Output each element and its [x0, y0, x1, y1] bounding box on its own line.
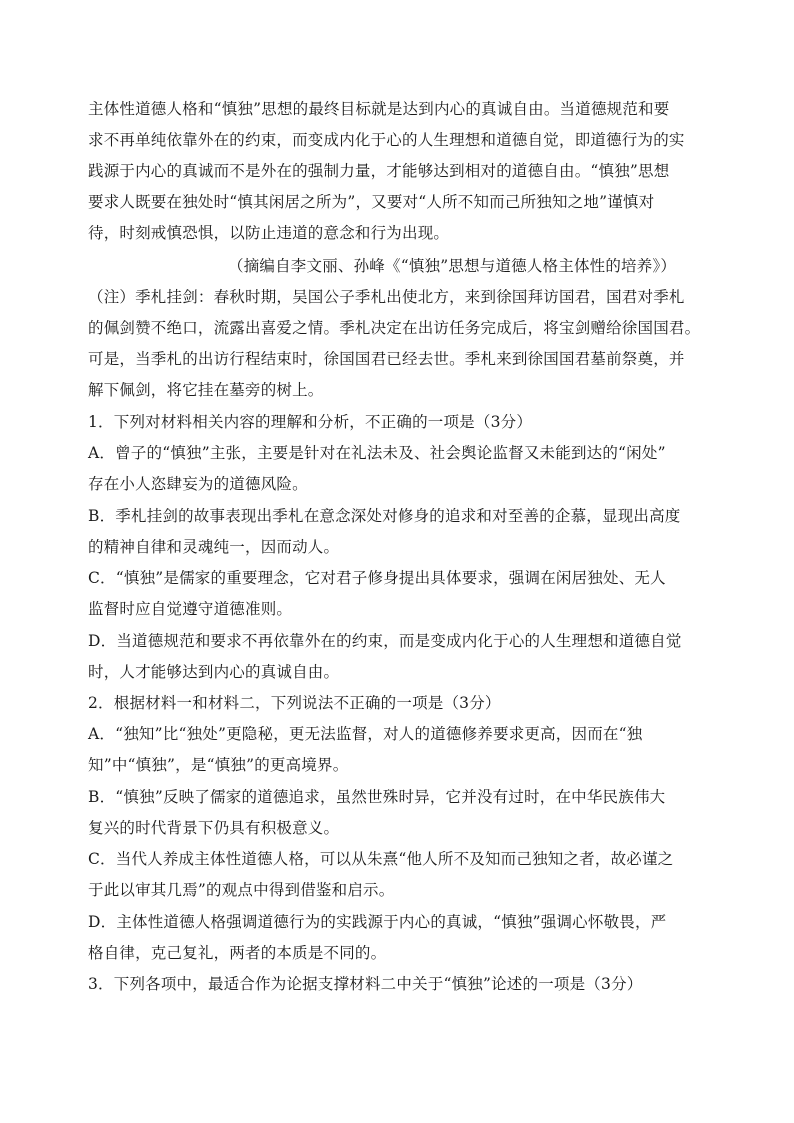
- question-1-option-b: 的精神自律和灵魂纯一，因而动人。: [88, 538, 340, 556]
- question-2-option-c: C．当代人养成主体性道德人格，可以从朱熹“他人所不及知而己独知之者，故必谨之: [88, 850, 674, 868]
- paragraph-line: 待，时刻戒慎恐惧，以防止违道的意念和行为出现。: [88, 224, 450, 242]
- question-2-option-b: B．“慎独”反映了儒家的道德追求，虽然世殊时异，它并没有过时，在中华民族伟大: [88, 788, 666, 806]
- question-1-option-c: 监督时应自觉遵守道德准则。: [88, 600, 293, 618]
- question-1-stem: 1．下列对材料相关内容的理解和分析，不正确的一项是（3分）: [88, 413, 533, 431]
- question-2-option-b: 复兴的时代背景下仍具有积极意义。: [88, 819, 340, 837]
- question-1-option-b: B．季札挂剑的故事表现出季札在意念深处对修身的追求和对至善的企慕，显现出高度: [88, 507, 681, 525]
- question-1-option-a: 存在小人恣肆妄为的道德风险。: [88, 475, 308, 493]
- question-1-option-d: 时，人才能够达到内心的真诚自由。: [88, 663, 340, 681]
- note-line: 解下佩剑，将它挂在墓旁的树上。: [88, 381, 324, 399]
- question-2-stem: 2．根据材料一和材料二，下列说法不正确的一项是（3分）: [88, 694, 501, 712]
- question-2-option-d: D．主体性道德人格强调道德行为的实践源于内心的真诚，“慎独”强调心怀敬畏，严: [88, 913, 667, 931]
- paragraph-line: 求不再单纯依靠外在的约束，而变成内化于心的人生理想和道德自觉，即道德行为的实: [88, 131, 685, 149]
- question-1-option-d: D．当道德规范和要求不再依靠外在的约束，而是变成内化于心的人生理想和道德自觉: [88, 632, 682, 650]
- paragraph-line: 践源于内心的真诚而不是外在的强制力量，才能够达到相对的道德自由。“慎独”思想: [88, 162, 670, 180]
- paragraph-line: 主体性道德人格和“慎独”思想的最终目标就是达到内心的真诚自由。当道德规范和要: [88, 100, 670, 118]
- question-2-option-a: A．“独知”比“独处”更隐秘，更无法监督，对人的道德修养要求更高，因而在“独: [88, 725, 643, 743]
- question-1-option-a: A．曾子的“慎独”主张，主要是针对在礼法未及、社会舆论监督又未能到达的“闲处”: [88, 444, 666, 462]
- question-3-stem: 3．下列各项中，最适合作为论据支撑材料二中关于“慎独”论述的一项是（3分）: [88, 975, 643, 993]
- note-line: 可是，当季札的出访行程结束时，徐国国君已经去世。季札来到徐国国君墓前祭奠，并: [88, 350, 685, 368]
- question-1-option-c: C．“慎独”是儒家的重要理念，它对君子修身提出具体要求，强调在闲居独处、无人: [88, 569, 666, 587]
- question-2-option-a: 知”中“慎独”，是“慎独”的更高境界。: [88, 756, 349, 774]
- note-line: （注）季札挂剑：春秋时期，吴国公子季札出使北方，来到徐国拜访国君，国君对季札: [88, 288, 685, 306]
- note-line: 的佩剑赞不绝口，流露出喜爱之情。季札决定在出访任务完成后，将宝剑赠给徐国国君。: [88, 319, 701, 337]
- paragraph-line: 要求人既要在独处时“慎其闲居之所为”，又要对“人所不知而己所独知之地”谨慎对: [88, 193, 655, 211]
- question-2-option-d: 格自律，克己复礼，两者的本质是不同的。: [88, 944, 387, 962]
- source-citation: （摘编自李文丽、孙峰《“慎独”思想与道德人格主体性的培养》）: [228, 257, 677, 275]
- question-2-option-c: 于此以审其几焉”的观点中得到借鉴和启示。: [88, 881, 395, 899]
